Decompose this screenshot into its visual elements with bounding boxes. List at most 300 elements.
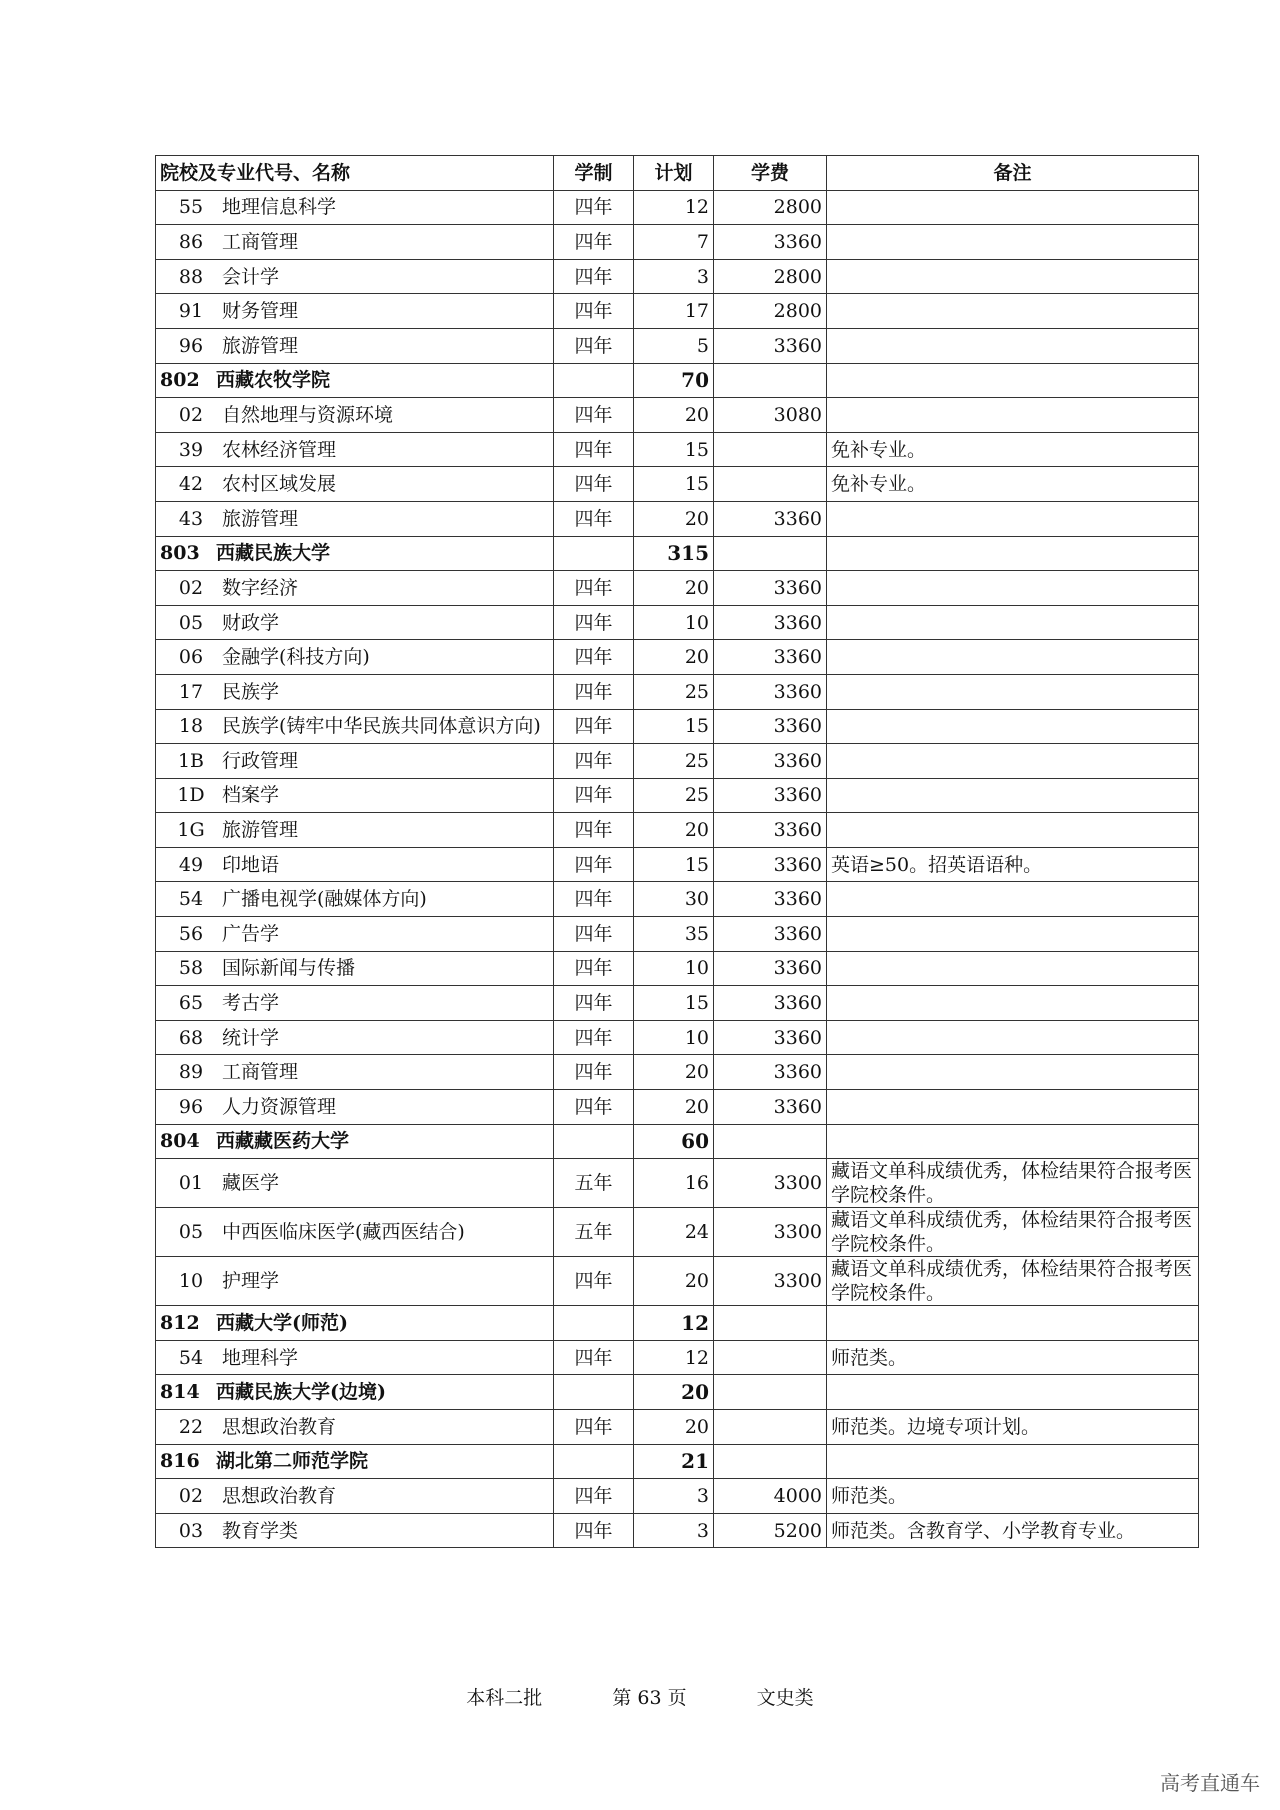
table-row [156,744,1199,779]
cell-fee [714,363,827,398]
table-row [156,1340,1199,1375]
enrollment-plan-table [155,155,1199,1548]
cell-note [827,674,1199,709]
table-row [156,847,1199,882]
major-name: 旅游管理 [222,334,299,357]
cell-years [554,1444,634,1479]
cell-note [827,225,1199,260]
header-note: 备注 [827,156,1199,191]
cell-years: 四年 [554,1479,634,1514]
school-name: 湖北第二师范学院 [216,1450,369,1473]
table-row [156,467,1199,502]
cell-name [156,674,554,709]
cell-fee [714,1306,827,1341]
cell-plan: 12 [634,1340,714,1375]
cell-name [156,1479,554,1514]
school-row [156,1306,1199,1341]
cell-years: 四年 [554,571,634,606]
major-code: 05 [178,1221,204,1244]
cell-years: 四年 [554,882,634,917]
major-code: 49 [178,853,204,876]
cell-years: 四年 [554,674,634,709]
cell-note [827,813,1199,848]
cell-name [156,363,554,398]
cell-note [827,571,1199,606]
cell-name [156,294,554,329]
cell-plan: 3 [634,1513,714,1548]
table-row [156,674,1199,709]
cell-years: 四年 [554,640,634,675]
cell-plan: 15 [634,467,714,502]
cell-plan: 3 [634,1479,714,1514]
cell-note [827,605,1199,640]
cell-plan: 25 [634,674,714,709]
cell-plan: 12 [634,1306,714,1341]
major-code: 86 [178,230,204,253]
major-name: 民族学(铸牢中华民族共同体意识方向) [222,715,541,738]
cell-fee: 3360 [714,917,827,952]
cell-years: 四年 [554,1410,634,1445]
major-code: 65 [178,992,204,1015]
cell-plan: 20 [634,1410,714,1445]
major-name: 地理科学 [222,1346,299,1369]
cell-name [156,398,554,433]
cell-fee: 3360 [714,328,827,363]
major-code: 01 [178,1172,204,1195]
cell-fee: 3080 [714,398,827,433]
cell-plan: 24 [634,1208,714,1257]
cell-note [827,1375,1199,1410]
cell-years: 四年 [554,709,634,744]
major-name: 数字经济 [222,576,299,599]
table-row [156,1055,1199,1090]
table-row [156,432,1199,467]
major-name: 旅游管理 [222,507,299,530]
major-code: 56 [178,922,204,945]
cell-plan: 20 [634,813,714,848]
cell-years: 四年 [554,1055,634,1090]
major-code: 1B [177,749,205,772]
cell-years: 五年 [554,1208,634,1257]
cell-plan: 21 [634,1444,714,1479]
cell-years: 四年 [554,813,634,848]
cell-name [156,467,554,502]
cell-fee [714,1340,827,1375]
school-code: 816 [160,1450,200,1473]
table-row [156,640,1199,675]
cell-fee: 5200 [714,1513,827,1548]
cell-note [827,709,1199,744]
major-code: 42 [178,473,204,496]
cell-plan: 30 [634,882,714,917]
major-code: 1G [177,819,205,842]
table-row [156,1090,1199,1125]
cell-name [156,1410,554,1445]
cell-plan: 10 [634,951,714,986]
cell-years: 四年 [554,778,634,813]
cell-fee: 3360 [714,1090,827,1125]
cell-fee [714,467,827,502]
cell-plan: 16 [634,1159,714,1208]
cell-note [827,294,1199,329]
cell-note [827,951,1199,986]
cell-fee: 3360 [714,778,827,813]
cell-fee: 3360 [714,951,827,986]
cell-fee: 3360 [714,1020,827,1055]
major-name: 自然地理与资源环境 [222,403,394,426]
cell-plan: 25 [634,778,714,813]
major-code: 1D [177,784,205,807]
cell-note: 免补专业。 [827,432,1199,467]
major-code: 88 [178,265,204,288]
cell-name [156,1513,554,1548]
school-row [156,1375,1199,1410]
table-row [156,328,1199,363]
cell-name [156,1020,554,1055]
cell-name [156,1159,554,1208]
cell-name [156,1055,554,1090]
table-row [156,605,1199,640]
school-name: 西藏民族大学(边境) [216,1381,386,1404]
major-code: 55 [178,196,204,219]
cell-fee: 4000 [714,1479,827,1514]
major-name: 财务管理 [222,300,299,323]
cell-years: 五年 [554,1159,634,1208]
cell-fee: 3360 [714,709,827,744]
cell-note: 师范类。边境专项计划。 [827,1410,1199,1445]
table-row [156,1479,1199,1514]
cell-name [156,744,554,779]
school-code: 804 [160,1130,200,1153]
major-name: 印地语 [222,853,280,876]
major-name: 思想政治教育 [222,1415,337,1438]
cell-fee [714,1410,827,1445]
school-name: 西藏藏医药大学 [216,1130,350,1153]
cell-fee: 3360 [714,640,827,675]
cell-note [827,259,1199,294]
table-row [156,778,1199,813]
cell-years: 四年 [554,432,634,467]
cell-note: 师范类。 [827,1479,1199,1514]
major-code: 54 [178,1346,204,1369]
major-code: 05 [178,611,204,634]
cell-years: 四年 [554,1020,634,1055]
major-code: 02 [178,403,204,426]
cell-years: 四年 [554,1090,634,1125]
major-code: 03 [178,1519,204,1542]
watermark-text: 高考直通车 [1160,1771,1260,1795]
cell-fee: 3360 [714,882,827,917]
cell-years: 四年 [554,259,634,294]
school-code: 814 [160,1381,200,1404]
cell-note: 英语≥50。招英语语种。 [827,847,1199,882]
cell-note: 藏语文单科成绩优秀，体检结果符合报考医学院校条件。 [827,1159,1199,1208]
footer-page-number: 第 63 页 [612,1687,687,1709]
table-row [156,225,1199,260]
cell-plan: 20 [634,640,714,675]
major-name: 农村区域发展 [222,473,337,496]
cell-note [827,1124,1199,1159]
cell-years [554,1375,634,1410]
major-name: 护理学 [222,1270,280,1293]
cell-note [827,1444,1199,1479]
cell-note [827,501,1199,536]
school-row [156,1124,1199,1159]
cell-plan: 15 [634,432,714,467]
cell-note: 师范类。含教育学、小学教育专业。 [827,1513,1199,1548]
cell-note [827,1090,1199,1125]
cell-name [156,501,554,536]
major-name: 行政管理 [222,749,299,772]
table-row [156,398,1199,433]
major-name: 教育学类 [222,1519,299,1542]
major-code: 18 [178,715,204,738]
cell-note [827,1020,1199,1055]
cell-fee: 3360 [714,813,827,848]
cell-fee: 2800 [714,259,827,294]
cell-note [827,1055,1199,1090]
school-code: 803 [160,542,200,565]
major-code: 96 [178,334,204,357]
cell-note [827,1306,1199,1341]
cell-plan: 15 [634,847,714,882]
cell-plan: 35 [634,917,714,952]
cell-years: 四年 [554,467,634,502]
table-row [156,1410,1199,1445]
major-name: 民族学 [222,680,280,703]
table-row [156,709,1199,744]
cell-name [156,536,554,571]
table-body [156,190,1199,1548]
cell-plan: 15 [634,986,714,1021]
cell-note [827,917,1199,952]
major-code: 39 [178,438,204,461]
cell-name [156,571,554,606]
table-row [156,571,1199,606]
cell-note [827,778,1199,813]
table-row [156,1208,1199,1257]
major-name: 会计学 [222,265,280,288]
major-name: 工商管理 [222,1061,299,1084]
cell-note [827,882,1199,917]
major-name: 农林经济管理 [222,438,337,461]
cell-plan: 70 [634,363,714,398]
cell-note [827,363,1199,398]
cell-plan: 20 [634,398,714,433]
cell-note [827,398,1199,433]
major-code: 58 [178,957,204,980]
cell-years: 四年 [554,1340,634,1375]
cell-note [827,986,1199,1021]
table-header-row [156,156,1199,191]
cell-name [156,328,554,363]
cell-years: 四年 [554,328,634,363]
cell-fee: 3360 [714,674,827,709]
cell-name [156,709,554,744]
table-row [156,882,1199,917]
cell-plan: 15 [634,709,714,744]
cell-note [827,744,1199,779]
header-plan: 计划 [634,156,714,191]
cell-fee: 3360 [714,501,827,536]
cell-years: 四年 [554,398,634,433]
major-code: 68 [178,1026,204,1049]
major-code: 06 [178,646,204,669]
cell-note [827,640,1199,675]
cell-name [156,1124,554,1159]
cell-name [156,882,554,917]
major-code: 91 [178,300,204,323]
major-code: 54 [178,888,204,911]
cell-plan: 12 [634,190,714,225]
major-name: 财政学 [222,611,280,634]
school-row [156,1444,1199,1479]
cell-plan: 20 [634,1375,714,1410]
cell-name [156,951,554,986]
cell-name [156,813,554,848]
table-row [156,1020,1199,1055]
major-code: 89 [178,1061,204,1084]
cell-name [156,190,554,225]
cell-fee: 3360 [714,986,827,1021]
header-years: 学制 [554,156,634,191]
major-name: 广告学 [222,922,280,945]
cell-fee: 3360 [714,225,827,260]
table-row [156,190,1199,225]
footer-category: 文史类 [756,1687,814,1709]
cell-plan: 20 [634,1257,714,1306]
cell-plan: 10 [634,605,714,640]
cell-plan: 10 [634,1020,714,1055]
cell-years [554,536,634,571]
cell-plan: 20 [634,1090,714,1125]
cell-years [554,1124,634,1159]
cell-note: 师范类。 [827,1340,1199,1375]
cell-name [156,778,554,813]
cell-years: 四年 [554,917,634,952]
cell-note: 藏语文单科成绩优秀，体检结果符合报考医学院校条件。 [827,1257,1199,1306]
cell-years: 四年 [554,225,634,260]
cell-fee: 2800 [714,294,827,329]
cell-name [156,1340,554,1375]
cell-name [156,986,554,1021]
table-row [156,1513,1199,1548]
major-name: 广播电视学(融媒体方向) [222,888,427,911]
major-code: 17 [178,680,204,703]
header-fee: 学费 [714,156,827,191]
cell-name [156,225,554,260]
major-name: 旅游管理 [222,819,299,842]
cell-name [156,1444,554,1479]
cell-fee: 3360 [714,571,827,606]
table-row [156,813,1199,848]
cell-name [156,1090,554,1125]
major-name: 工商管理 [222,230,299,253]
school-name: 西藏农牧学院 [216,369,331,392]
cell-years: 四年 [554,986,634,1021]
cell-plan: 7 [634,225,714,260]
cell-note: 免补专业。 [827,467,1199,502]
cell-plan: 3 [634,259,714,294]
cell-name [156,259,554,294]
cell-fee [714,536,827,571]
cell-years: 四年 [554,951,634,986]
cell-fee [714,1124,827,1159]
cell-plan: 20 [634,571,714,606]
cell-fee: 3300 [714,1208,827,1257]
table-row [156,951,1199,986]
cell-name [156,917,554,952]
table-row [156,1257,1199,1306]
cell-name [156,640,554,675]
major-code: 43 [178,507,204,530]
cell-years: 四年 [554,605,634,640]
cell-years: 四年 [554,847,634,882]
cell-years: 四年 [554,1257,634,1306]
major-name: 地理信息科学 [222,196,337,219]
cell-name [156,847,554,882]
major-name: 考古学 [222,992,280,1015]
cell-plan: 20 [634,1055,714,1090]
major-name: 统计学 [222,1026,280,1049]
cell-fee: 3360 [714,847,827,882]
cell-name [156,1375,554,1410]
cell-years [554,363,634,398]
cell-name [156,1208,554,1257]
table-row [156,986,1199,1021]
major-name: 中西医临床医学(藏西医结合) [222,1221,465,1244]
cell-years: 四年 [554,1513,634,1548]
cell-fee: 3360 [714,1055,827,1090]
cell-years: 四年 [554,501,634,536]
cell-fee [714,1444,827,1479]
major-name: 档案学 [222,784,280,807]
school-code: 802 [160,369,200,392]
table-row [156,1159,1199,1208]
cell-plan: 60 [634,1124,714,1159]
cell-name [156,605,554,640]
cell-note: 藏语文单科成绩优秀，体检结果符合报考医学院校条件。 [827,1208,1199,1257]
cell-fee [714,1375,827,1410]
cell-fee: 3360 [714,744,827,779]
table-row [156,259,1199,294]
school-name: 西藏民族大学 [216,542,331,565]
major-code: 02 [178,1484,204,1507]
cell-years: 四年 [554,190,634,225]
major-code: 96 [178,1095,204,1118]
cell-fee: 3360 [714,605,827,640]
table-row [156,917,1199,952]
table-row [156,501,1199,536]
footer-batch: 本科二批 [466,1687,543,1709]
cell-fee: 3300 [714,1257,827,1306]
major-code: 10 [178,1270,204,1293]
cell-years [554,1306,634,1341]
major-name: 人力资源管理 [222,1095,337,1118]
cell-name [156,1306,554,1341]
school-name: 西藏大学(师范) [216,1312,348,1335]
major-code: 22 [178,1415,204,1438]
major-code: 02 [178,576,204,599]
cell-fee: 3300 [714,1159,827,1208]
cell-name [156,432,554,467]
school-code: 812 [160,1312,200,1335]
cell-name [156,1257,554,1306]
cell-plan: 315 [634,536,714,571]
cell-plan: 17 [634,294,714,329]
cell-plan: 20 [634,501,714,536]
cell-plan: 25 [634,744,714,779]
